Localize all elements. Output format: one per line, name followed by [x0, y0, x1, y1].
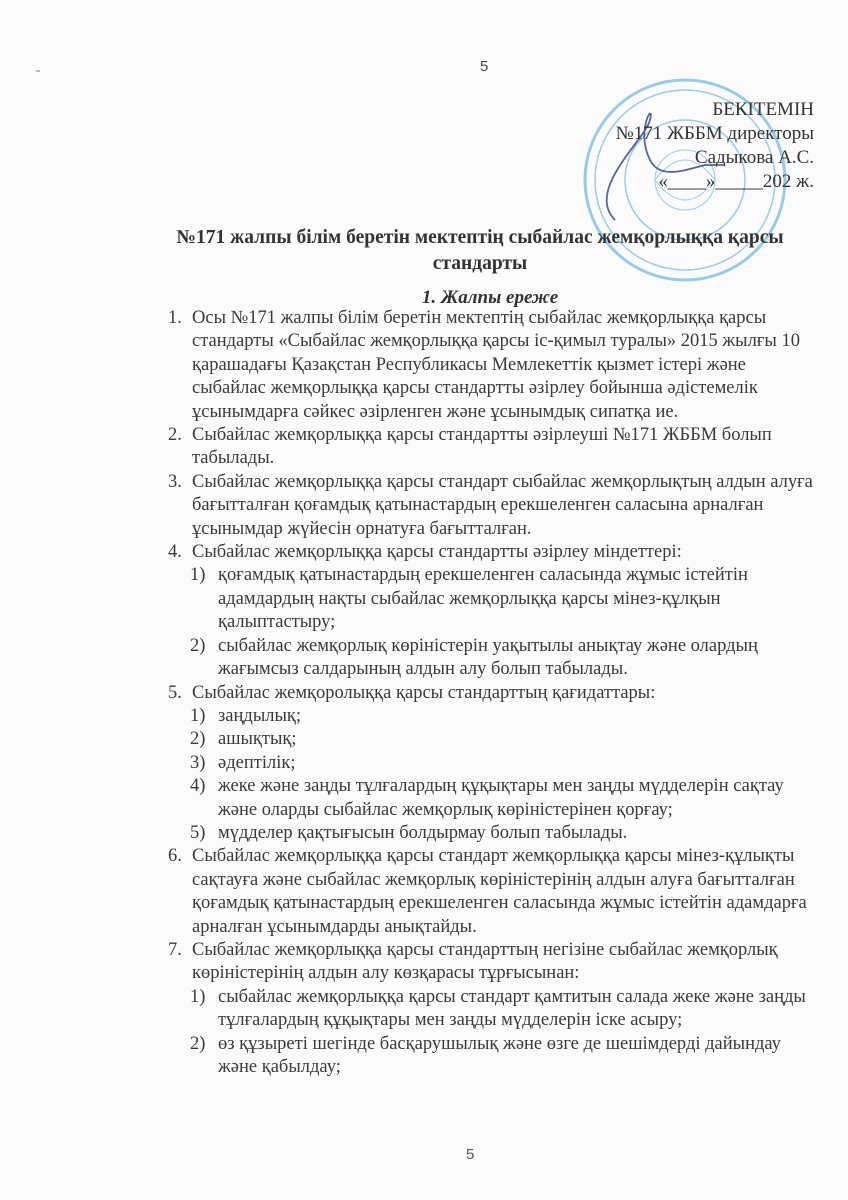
item-text: Сыбайлас жемқорлыққа қарсы стандартты әзірлеуші №171 ЖББМ болып табылады. [192, 425, 772, 469]
section-heading: 1. Жалпы ереже [421, 287, 559, 308]
item-number: 2. [168, 425, 182, 446]
list-item [168, 682, 818, 705]
sub-item-number: 1) [190, 705, 206, 726]
item-number: 1. [168, 308, 182, 328]
sub-item-number: 1) [190, 565, 206, 586]
sub-item-number: 1) [190, 986, 206, 1007]
sub-item [190, 564, 818, 634]
sub-item-text: әдептілік; [218, 752, 296, 773]
sub-item-text: заңдылық; [218, 705, 302, 726]
sub-item-text: сыбайлас жемқорлыққа қарсы стандарт қамтитын салада жеке және заңды тұлғалардың құқықтары мен заңды мүдделерін іске асыру; [218, 986, 806, 1031]
item-text: Сыбайлас жемқорлыққа қарсы стандарттың негізіне сыбайлас жемқорлық көріністерінің алдын алу көзқарасы тұрғысынан: [192, 939, 778, 984]
item-number: 7. [168, 939, 182, 960]
list-item [168, 541, 818, 564]
sub-item-number: 3) [190, 752, 206, 773]
sub-item [190, 986, 818, 1033]
sub-item [190, 752, 818, 775]
list-item [168, 939, 818, 986]
item-number: 4. [168, 542, 182, 563]
sub-item [190, 705, 818, 728]
sub-item [190, 635, 818, 682]
sub-item-number: 2) [190, 729, 206, 750]
item-text: Сыбайлас жемқорлыққа қарсы стандартты әзірлеу міндеттері: [192, 542, 682, 563]
sub-item [190, 822, 818, 845]
item-number: 3. [168, 471, 182, 492]
item-number: 6. [168, 846, 182, 867]
list-item [168, 424, 818, 471]
sub-item-number: 2) [190, 1033, 206, 1054]
scan-mark [36, 70, 40, 72]
sub-item [190, 775, 818, 822]
list-item [168, 471, 818, 541]
list-item [168, 307, 818, 424]
sub-item-text: сыбайлас жемқорлық көріністерін уақытылы анықтау және олардың жағымсыз салдарының алдын алу болып табылады. [218, 635, 758, 680]
item-text: Сыбайлас жемқорлыққа қарсы стандарт жемқорлыққа қарсы мінез-құлықты сақтауға және сыбайлас жемқорлық көріністерінің алдын алуға бағытталған қоғамдық қатынастардың ерекшеленген саласында жұмыс істейтін адамдарға арналған ұсынымдарды анықтайды. [192, 846, 807, 937]
item-text: Осы №171 жалпы білім беретін мектептің сыбайлас жемқорлыққа қарсы стандарты «Сыбайлас жемқорлыққа қарсы іс-қимыл туралы» 2015 жылғы 10 қарашадағы Қазақстан Республикасы Мемлекеттік қызмет істері және сыбайлас жемқорлыққа қарсы стандартты әзірлеу бойынша әдістемелік ұсынымдарға сәйкес әзірленген және ұсынымдық сипатқа ие. [192, 308, 800, 422]
page-number-bottom: 5 [466, 1146, 475, 1163]
sub-item [190, 1033, 818, 1080]
list-item [168, 845, 818, 939]
approval-name: Садыкова А.С. [694, 147, 814, 168]
item-text: Сыбайлас жемқорлыққа қарсы стандарт сыбайлас жемқорлықтың алдын алуға бағытталған қоғамдық қатынастардың ерекшеленген саласына арналған ұсынымдар жүйесін орнатуға бағытталған. [192, 471, 813, 539]
document-title: №171 жалпы білім беретін мектептің сыбайлас жемқорлыққа қарсы стандарты [176, 227, 784, 274]
sub-item-text: өз құзыреті шегінде басқарушылық және өзге де шешімдерді дайындау және қабылдау; [218, 1033, 781, 1077]
sub-item-text: мүдделер қақтығысын болдырмау болып табылады. [218, 822, 628, 843]
sub-item-number: 4) [190, 776, 206, 797]
page-number-top: 5 [480, 58, 489, 75]
sub-item-number: 5) [190, 822, 206, 843]
sub-item [190, 728, 818, 751]
document-body [168, 307, 818, 1079]
approval-heading: БЕКІТЕМІН [712, 99, 814, 120]
sub-item-text: ашықтық; [218, 729, 297, 750]
item-text: Сыбайлас жемқоролыққа қарсы стандарттың қағидаттары: [192, 682, 656, 703]
sub-item-text: жеке және заңды тұлғалардың құқықтары мен заңды мүдделерін сақтау және оларды сыбайлас жемқорлық көріністерінен қорғау; [218, 776, 784, 820]
sub-item-text: қоғамдық қатынастардың ерекшеленген саласында жұмыс істейтін адамдардың нақты сыбайлас жемқорлыққа қарсы мінез-құлқын қалыптастыру; [218, 565, 748, 633]
approval-block [616, 98, 814, 194]
item-number: 5. [168, 682, 182, 703]
approval-date: «____»_____202 ж. [658, 171, 814, 192]
sub-item-number: 2) [190, 635, 206, 656]
approval-position: №171 ЖББМ директоры [615, 123, 814, 144]
